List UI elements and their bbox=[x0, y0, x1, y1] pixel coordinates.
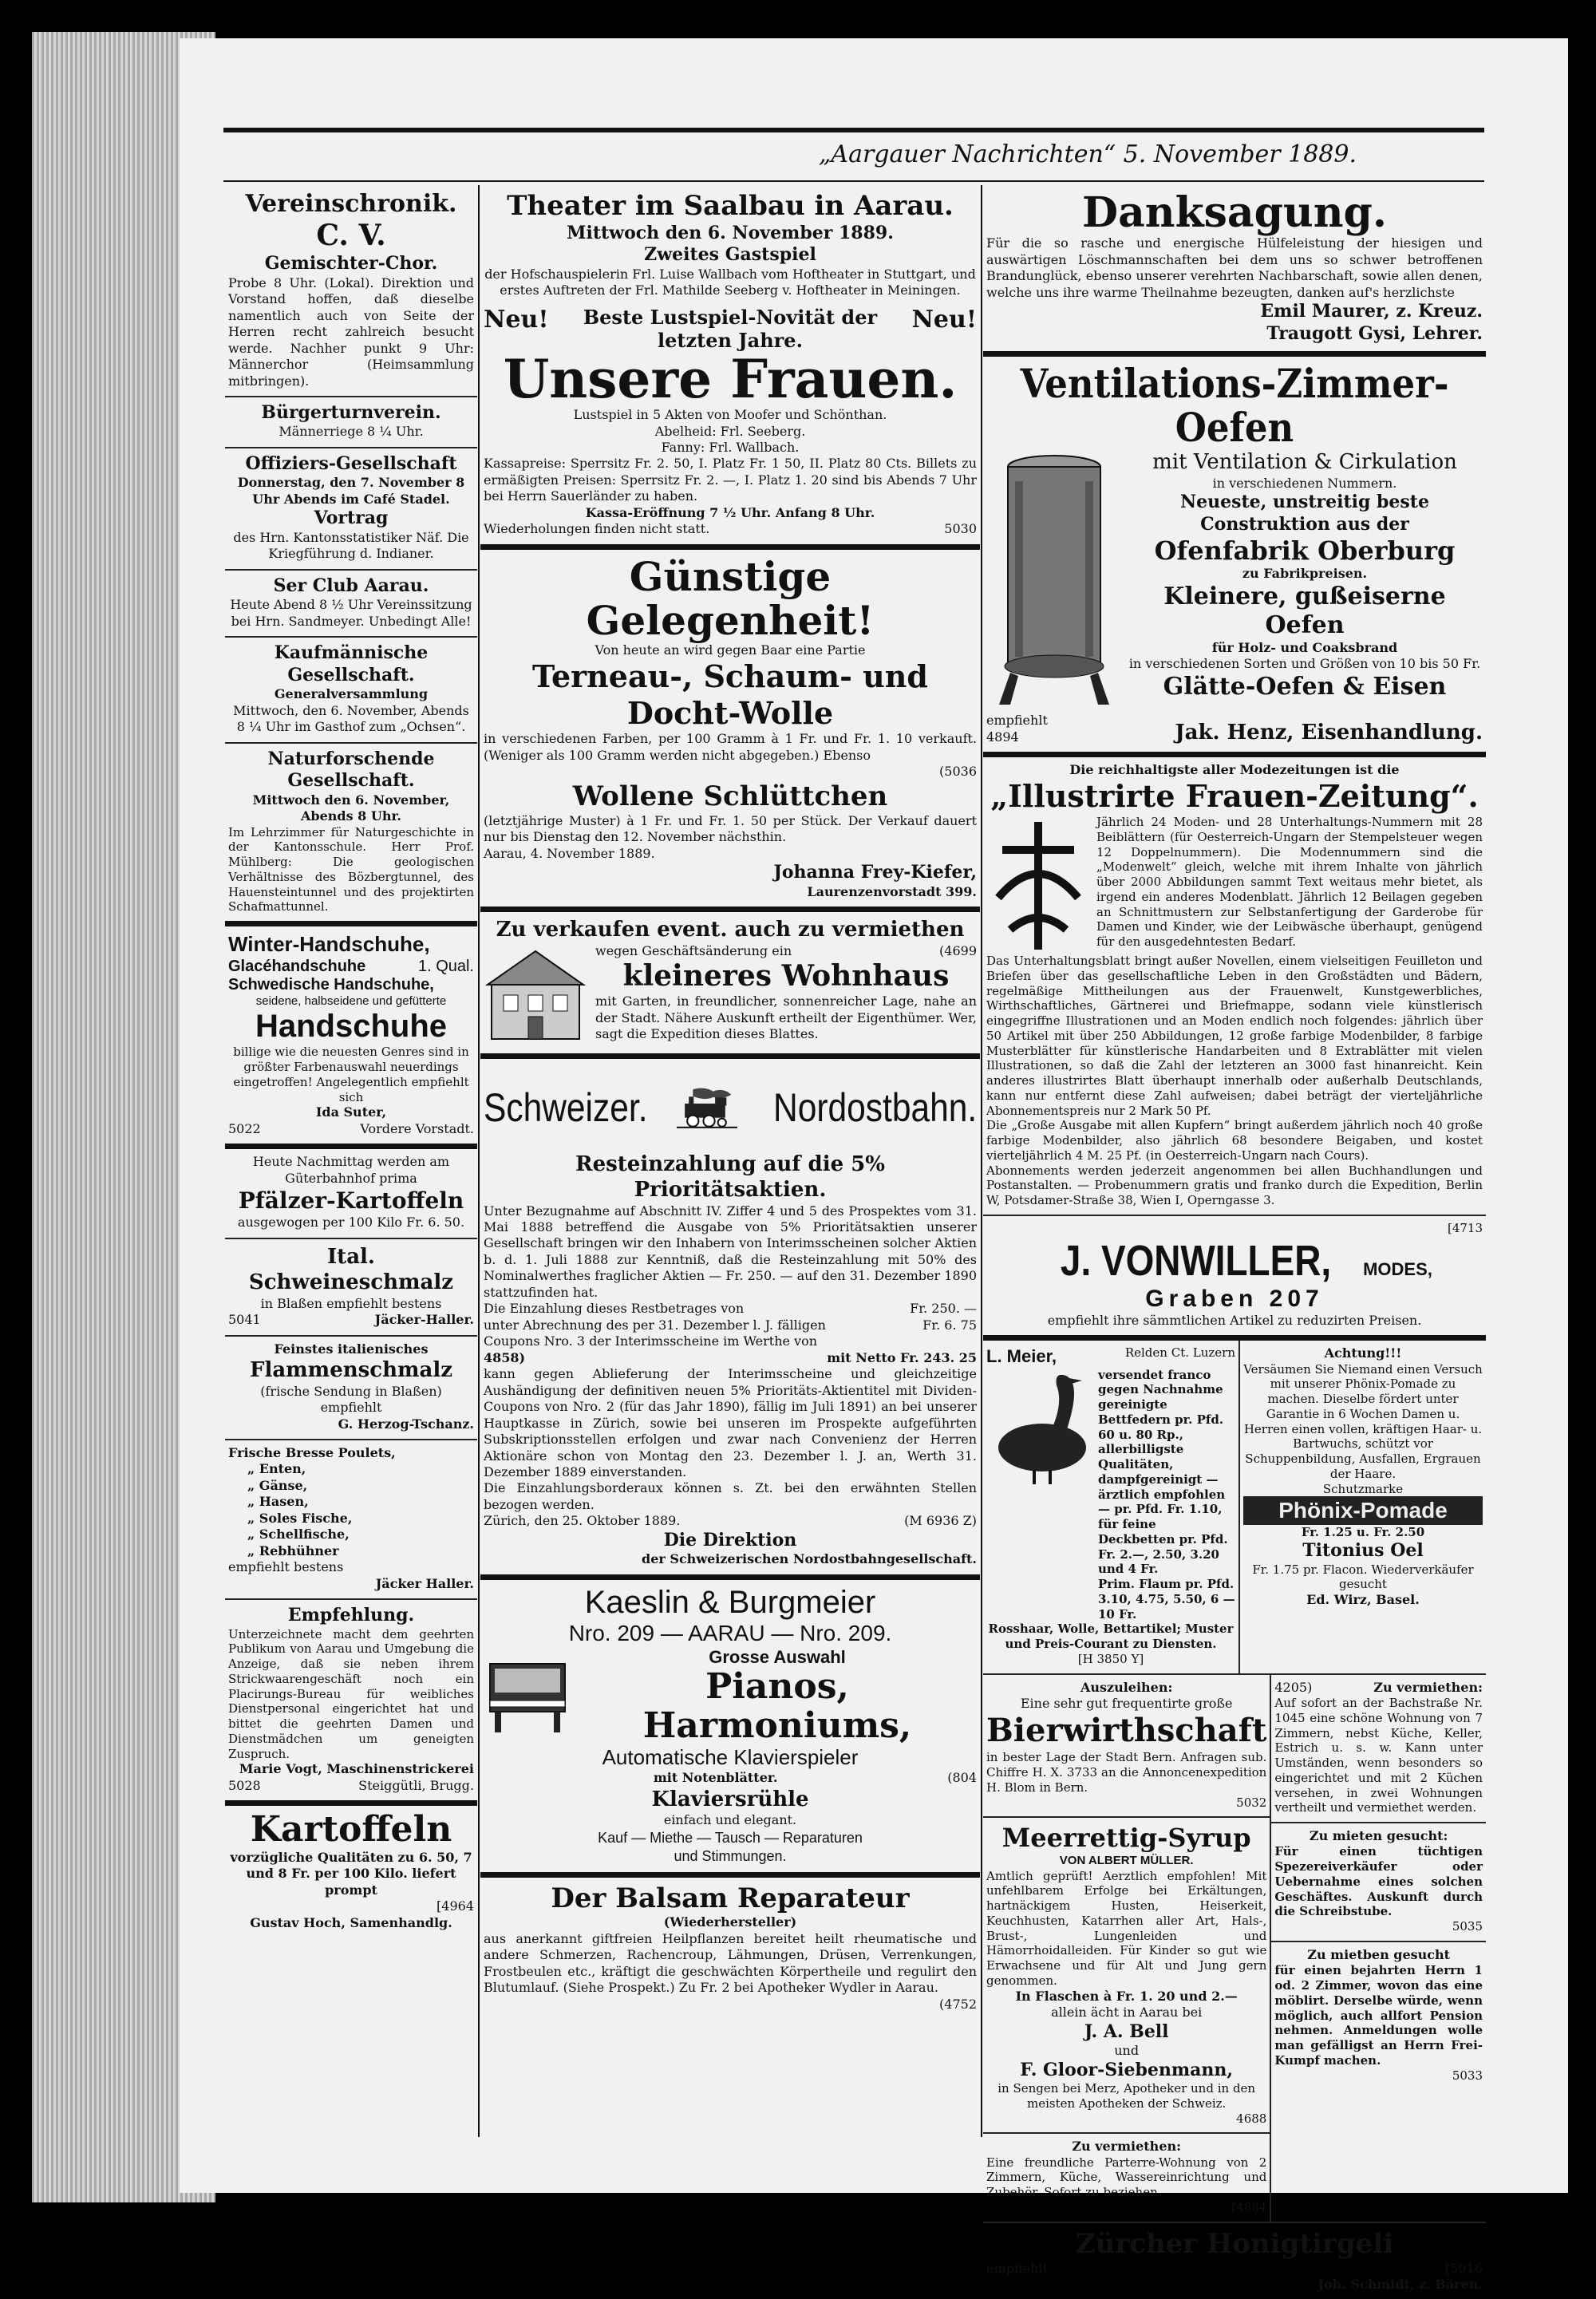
nob-calc2-value: Fr. 6. 75 bbox=[922, 1317, 977, 1333]
oefen-l3: Neueste, unstreitig beste Construktion aus der bbox=[1180, 492, 1429, 535]
meier-side: [H 3850 Y] bbox=[1077, 1651, 1144, 1666]
buergerturn-title: Bürgerturnverein. bbox=[261, 401, 441, 423]
oefen-l1: mit Ventilation & Cirkulation bbox=[1152, 450, 1457, 475]
bier-text1: Eine sehr gut frequentirte große bbox=[1020, 1696, 1233, 1711]
flammenschmalz bbox=[225, 1337, 477, 1440]
wohnhaus-text2: mit Garten, in freundlicher, sonnenreicher Lage, nahe an der Stadt. Nähere Auskunft ertheilt der Eigenthümer. Wer, sagt die Expedition dieses Blattes. bbox=[595, 993, 977, 1042]
dank-text: Für die so rasche und energische Hülfeleistung der hiesigen und auswärtigen Löschmannschaften bei dem uns so schwer betroffenen Brandunglück, ebenso unserer verehrten Nachbarschaft, sowie allen denen, welche uns ihre warme Theilnahme bezeugten, danken auf's herzlichste bbox=[986, 235, 1483, 300]
empfehlung-title: Empfehlung. bbox=[287, 1605, 415, 1626]
handschuhe-line3: Schwedische Handschuhe, bbox=[228, 975, 434, 993]
schweineschmalz bbox=[225, 1239, 477, 1337]
empfehlung-addr: Steiggütli, Brugg. bbox=[358, 1777, 474, 1793]
meier-t4: Rosshaar, Wolle, Bettartikel; Muster und Preis-Courant zu Diensten. bbox=[988, 1622, 1234, 1652]
handschuhe-line4: seidene, halbseidene und gefütterte bbox=[255, 993, 447, 1008]
column-1 bbox=[225, 185, 477, 2137]
meerrettig-text: Amtlich geprüft! Aerztlich empfohlen! Mit unfehlbarem Erfolge bei Erkältungen, hartnäckigem Husten, Heiserkeit, Keuchhusten, Katarrhen aller Art, Hals-, Brust-, Lungenleiden und Hämorrhoidalleiden. Für Kinder so gut wie Erwachsene und für Alt und Jung gern genommen. bbox=[986, 1868, 1267, 1988]
schmalz-title: Ital. Schweineschmalz bbox=[248, 1244, 454, 1295]
gelegenheit-big: Terneau-, Schaum- und Docht-Wolle bbox=[532, 658, 928, 731]
phoenix-warn: Achtung!!! bbox=[1324, 1345, 1402, 1361]
flammen-title: Flammenschmalz bbox=[249, 1358, 453, 1383]
kartoffeln1-price: ausgewogen per 100 Kilo Fr. 6. 50. bbox=[237, 1215, 465, 1230]
piano-illustration bbox=[484, 1656, 571, 1736]
gesucht-num: 5035 bbox=[1452, 1919, 1483, 1934]
theater-title: Theater im Saalbau in Aarau. bbox=[507, 190, 954, 222]
handschuhe-num: 5022 bbox=[228, 1120, 261, 1136]
natur-text2: Im Lehrzimmer für Naturgeschichte in der Kantonsschule. Herr Prof. Mühlberg: Die geologischen Verhältnisse des Bözbergtunnel, des Hauensteintunnel und des projektirten Schafmattunnel. bbox=[228, 824, 474, 914]
verm1-title: Zu vermiethen: bbox=[1373, 1679, 1483, 1695]
locomotive-illustration bbox=[677, 1064, 737, 1151]
kaufm-text: Mittwoch, den 6. November, Abends 8 ¼ Uhr im Gasthof zum „Ochsen“. bbox=[233, 702, 469, 735]
kaufm-title: Kaufmännische Gesellschaft. bbox=[274, 642, 429, 685]
oefen-num: 4894 bbox=[986, 729, 1019, 745]
nob-place: Zürich, den 25. Oktober 1889. bbox=[484, 1513, 681, 1529]
balsam-title: Der Balsam Reparateur bbox=[551, 1882, 910, 1914]
handschuhe-addr: Vordere Vorstadt. bbox=[360, 1120, 474, 1136]
balsam-ad bbox=[480, 1878, 980, 2020]
offiziers-text1: Donnerstag, den 7. November 8 Uhr Abends im Café Stadel. bbox=[237, 475, 465, 507]
kaeslin-addr: Nro. 209 — AARAU — Nro. 209. bbox=[568, 1620, 892, 1645]
flammen-signer: G. Herzog-Tschanz. bbox=[338, 1416, 474, 1432]
gelegenheit-text1: Von heute an wird gegen Baar eine Partie bbox=[595, 642, 866, 658]
poulets-text: empfiehlt bestens bbox=[228, 1559, 344, 1575]
cv-title: C. V. bbox=[316, 219, 386, 252]
theater-prices: Kassapreise: Sperrsitz Fr. 2. 50, I. Platz Fr. 1 50, II. Platz 80 Cts. Billets zu ermäßigten Preisen: Sperrsitz Fr. 2. —, I. Platz 1. 20 sind bis Abends 7 Uhr bei Herrn Sauerländer zu haben. bbox=[484, 456, 977, 504]
stove-illustration bbox=[986, 449, 1122, 713]
cv-sub: Gemischter-Chor. bbox=[264, 253, 438, 275]
poulets-item-5: „ Schellfische, bbox=[247, 1527, 350, 1543]
cv-text: Probe 8 Uhr. (Lokal). Direktion und Vorstand hoffen, daß dieselbe namentlich auch von Seite der Herren recht zahlreich besucht werde. Nachher punkt 9 Uhr: Männerchor (Heimsammlung mitbringen). bbox=[228, 275, 474, 389]
theater-kassa: Kassa-Eröffnung 7 ½ Uhr. Anfang 8 Uhr. bbox=[585, 504, 875, 520]
kaeslin-big: Pianos, Harmoniums, bbox=[642, 1666, 912, 1746]
offiziers-gesellschaft bbox=[225, 448, 477, 571]
vonwiller-modes: MODES, bbox=[1363, 1258, 1432, 1279]
flammen-text: (frische Sendung in Blaßen) empfiehlt bbox=[260, 1383, 442, 1416]
vermiethen-parterre bbox=[983, 2134, 1270, 2221]
kaeslin-line6: und Stimmungen. bbox=[674, 1847, 787, 1864]
theater-cast1: Abelheid: Frl. Seeberg. bbox=[654, 423, 806, 439]
poulets-item-0: Frische Bresse Poulets, bbox=[228, 1445, 396, 1460]
frauen-text3: Die „Große Ausgabe mit allen Kupfern“ bringt außerdem jährlich noch 40 große farbige Modenbilder, also jährlich 68 besondere Beigaben, und kostet vierteljährlich 4 M. 25 Pf. (in Oesterreich-Ungarn nach Cours). bbox=[986, 1118, 1483, 1163]
meier-t3: Prim. Flaum pr. Pfd. 3.10, 4.75, 5.50, 6 — 10 Fr. bbox=[1098, 1577, 1235, 1622]
poulets-item-1: „ Enten, bbox=[247, 1461, 306, 1477]
vermiethen-wohnung bbox=[1271, 1675, 1486, 1823]
kaeslin-line5: Kauf — Miethe — Tausch — Reparaturen bbox=[598, 1829, 863, 1846]
poulets-ad bbox=[225, 1440, 477, 1600]
page-header bbox=[223, 128, 1484, 182]
meerrettig-by: VON ALBERT MÜLLER. bbox=[1059, 1853, 1194, 1867]
meerrettig-num: 4688 bbox=[1236, 2111, 1267, 2126]
handschuhe-line1: Winter-Handschuhe, bbox=[228, 932, 430, 957]
kartoffeln-ad bbox=[225, 1806, 477, 1938]
verm1-num: 4205) bbox=[1274, 1679, 1313, 1695]
kaeslin-num: (804 bbox=[947, 1770, 977, 1786]
theater-neu-mid: Beste Lustspiel-Novität der letzten Jahre. bbox=[583, 305, 878, 352]
oefen-l4: Ofenfabrik Oberburg bbox=[1154, 535, 1456, 567]
dank-title: Danksagung. bbox=[1081, 188, 1388, 237]
handschuhe-signer: Ida Suter, bbox=[315, 1104, 387, 1120]
vereinschronik-title: Vereinschronik. bbox=[245, 190, 457, 218]
nob-calc3-num: 4858) bbox=[484, 1349, 526, 1365]
nob-calc1-label: Die Einzahlung dieses Restbetrages von bbox=[484, 1301, 745, 1317]
oefen-l2: in verschiedenen Nummern. bbox=[1212, 475, 1397, 491]
nob-calc1-value: Fr. 250. — bbox=[910, 1301, 977, 1317]
handschuhe-text: billige wie die neuesten Genres sind in größter Farbenauswahl neuerdings eingetroffen! Angelegentlich empfiehlt sich bbox=[233, 1045, 469, 1104]
frauen-text1: Jährlich 24 Moden- und 28 Unterhaltungs-Nummern mit 28 Beiblättern (für Oesterreich-Ungarn der Stempelsteuer wegen 12 Doppelnummern). Die Modennummern sind die „Modenwelt“ gleich, welche mit ihrem Inhalte von jährlich über 2000 Abbildungen sammt Text weitaus mehr bietet, als irgend ein anderes Modenblatt. Jährlich 12 Beilagen gegeben an Schnittmustern zur Selbstanfertigung der Garderobe für Damen und Kinder, wie der Leibwäsche überhaupt, genügend für den ausgedehntesten Bedarf. bbox=[1096, 815, 1483, 950]
balsam-text: aus anerkannt giftfreien Heilpflanzen bereitet heilt rheumatische und andere Schmerzen, Rachencroup, Lähmungen, Drüsen, Verrenkungen, Frostbeulen etc., kräftigt die geschwächten Körpertheile und regulirt den Blutumlauf. (Siehe Prospekt.) Zu Fr. 2 bei Apotheker Wydler in Aarau. bbox=[484, 1930, 977, 1996]
honig-text: empfiehlt bbox=[986, 2260, 1048, 2276]
danksagung bbox=[983, 185, 1486, 357]
dank-sign2: Traugott Gysi, Lehrer. bbox=[1266, 322, 1483, 344]
frauen-text2: Das Unterhaltungsblatt bringt außer Novellen, einem vielseitigen Feuilleton und Briefen über das gesellschaftliche Leben in den Großstädten und Bädern, regelmäßige Mittheilungen aus der Frauenwelt, Kunstgewerbliches, Wirthschaftliches, Gärtnerei und Briefmappe, sodann viele künstlerisch eingegriffne Illustrationen und an Moden endlich noch folgendes: jährlich über 50 Artikel mit über 250 Abbildungen, 12 große farbige Modenbilder, 8 farbige Musterblätter für künstlerische Handarbeiten und 8 Extrablätter mit vielen Illustrationen, so daß die Zahl der letzteren an 3000 fast hinanreicht. Kein anderes illustrirtes Blatt überhaupt innerhalb oder außerhalb Deutschlands, kann nur entfernt diese Zahl aufweisen; dabei beträgt der vierteljährliche Abonnementspreis nur 2 Mark 50 Pf. bbox=[986, 954, 1483, 1118]
oefen-title: Ventilations-Zimmer-Oefen bbox=[1020, 360, 1449, 452]
nob-text3: Die Einzahlungsborderaux können s. Zt. bei den erwähnten Stellen bezogen werden. bbox=[484, 1480, 977, 1512]
frauen-pre: Die reichhaltigste aller Modezeitungen ist die bbox=[1069, 762, 1400, 777]
bier-title: Bierwirthschaft bbox=[986, 1712, 1267, 1750]
poulets-item-6: „ Rebhühner bbox=[247, 1543, 339, 1558]
meerrettig-t2: allein ächt in Aarau bei bbox=[1051, 2005, 1203, 2021]
duck-illustration bbox=[986, 1368, 1098, 1487]
gesucht-title: Zu mieten gesucht: bbox=[1309, 1828, 1448, 1843]
offiziers-text2: Vortrag bbox=[314, 508, 389, 529]
nob-calc3-label: mit bbox=[827, 1349, 851, 1365]
kartoffeln2-title: Kartoffeln bbox=[250, 1809, 452, 1851]
honig-title: Zürcher Honigtirgeli bbox=[1075, 2227, 1394, 2260]
phoenix-dep: Ed. Wirz, Basel. bbox=[1306, 1592, 1420, 1607]
oefen-l5: zu Fabrikpreisen. bbox=[1242, 566, 1368, 582]
gelegenheit-ad bbox=[480, 550, 980, 912]
frauen-zeitung-ad bbox=[983, 757, 1486, 1216]
wohnhaus-text1: wegen Geschäftsänderung ein bbox=[595, 942, 792, 958]
kaeslin-line3: Klaviersrühle bbox=[651, 1787, 809, 1811]
theater-date: Mittwoch den 6. November 1889. bbox=[567, 222, 894, 243]
handschuhe-line2b: 1. Qual. bbox=[417, 957, 474, 975]
oefen-l6: Kleinere, gußeiserne Oefen bbox=[1163, 582, 1446, 639]
meier-title: L. Meier, bbox=[986, 1346, 1057, 1367]
theater-play-sub: Lustspiel in 5 Akten von Moofer und Schönthan. bbox=[573, 407, 887, 423]
verm1-text: Auf sofort an der Bachstraße Nr. 1045 eine schöne Wohnung von 7 Zimmern, nebst Küche, Keller, Estrich u. s. w. Kann unter Umständen, wenn besonders so eingerichtet und mit 2 Küchen versehen, in zwei Wohnungen vertheilt und vermiethet werden. bbox=[1274, 1696, 1483, 1815]
pfaelzer-kartoffeln bbox=[225, 1149, 477, 1238]
phoenix-price: Fr. 1.25 u. Fr. 2.50 bbox=[1301, 1525, 1425, 1540]
buergerturnverein bbox=[225, 397, 477, 448]
kartoffeln2-num: [4964 bbox=[437, 1898, 474, 1914]
honigtirgeli-ad bbox=[983, 2223, 1486, 2299]
monogram-illustration bbox=[986, 818, 1090, 954]
offiziers-text3: des Hrn. Kantonsstatistiker Näf. Die Kriegführung d. Indianer. bbox=[233, 529, 469, 562]
column-rule-1 bbox=[478, 185, 480, 2137]
oefen-signer: Jak. Henz, Eisenhandlung. bbox=[1175, 720, 1483, 745]
meerrettig-und: und bbox=[1114, 2043, 1140, 2059]
empfehlung-signer: Marie Vogt, Maschinenstrickerei bbox=[239, 1761, 474, 1777]
theater-text: der Hofschauspielerin Frl. Luise Wallbach vom Hoftheater in Stuttgart, und erstes Auftreten der Frl. Mathilde Seeberg v. Hoftheater in Meiningen. bbox=[484, 266, 976, 298]
phoenix-t2: Fr. 1.75 pr. Flacon. Wiederverkäufer gesucht bbox=[1252, 1562, 1474, 1592]
balsam-sub: (Wiederhersteller) bbox=[663, 1914, 797, 1930]
column-rule-2 bbox=[981, 185, 982, 2137]
kaufmaennische-gesellschaft bbox=[225, 638, 477, 743]
nob-calc2-label: unter Abrechnung des per 31. Dezember l. J. fälligen Coupons Nro. 3 der Interimsscheine im Werthe von bbox=[484, 1317, 826, 1349]
gesucht2-num: 5033 bbox=[1452, 2068, 1483, 2083]
mieten-gesucht-1 bbox=[1271, 1823, 1486, 1942]
theater-ad bbox=[480, 185, 980, 550]
verm2-num: [4884 bbox=[1231, 2199, 1267, 2214]
empfehlung-num: 5028 bbox=[228, 1777, 261, 1793]
phoenix-ad bbox=[1240, 1341, 1486, 1673]
poulets-item-3: „ Hasen, bbox=[247, 1494, 309, 1510]
phoenix-text: Versäumen Sie Niemand einen Versuch mit unserer Phönix-Pomade zu machen. Dieselbe fördert unter Garantie in 6 Wochen Damen u. Herren einen vollen, kräftigen Haar- u. Bartwuchs, schützt vor Schuppenbildung, Ausfallen, Ergrauen der Haare. bbox=[1243, 1361, 1483, 1481]
kaeslin-line4: einfach und elegant. bbox=[663, 1812, 797, 1828]
kaeslin-title: Kaeslin & Burgmeier bbox=[584, 1584, 876, 1620]
meerrettig-t3: in Sengen bei Merz, Apotheker und in den meisten Apotheken der Schweiz. bbox=[998, 2081, 1256, 2111]
offiziers-title: Offiziers-Gesellschaft bbox=[245, 452, 457, 474]
vonwiller-text: empfiehlt ihre sämmtlichen Artikel zu reduzirten Preisen. bbox=[1047, 1312, 1422, 1328]
kaufm-sub: Generalversammlung bbox=[274, 686, 429, 702]
nob-sign1: Die Direktion bbox=[663, 1529, 797, 1550]
house-illustration bbox=[484, 943, 587, 1047]
bier-pre: Auszuleihen: bbox=[1080, 1679, 1173, 1695]
verm2-title: Zu vermiethen: bbox=[1072, 2139, 1182, 2155]
oefen-emp: empfiehlt bbox=[986, 713, 1048, 729]
wohnhaus-big: kleineres Wohnhaus bbox=[622, 958, 950, 993]
meerrettig-s1: J. A. Bell bbox=[1084, 2021, 1169, 2042]
column-3 bbox=[983, 185, 1486, 2292]
nob-sign2: der Schweizerischen Nordostbahngesellschaft. bbox=[642, 1551, 977, 1567]
meier-t2: für feine Deckbetten pr. Pfd. Fr. 2.—, 2.50, 3.20 und 4 Fr. bbox=[1098, 1517, 1228, 1577]
ser-club bbox=[225, 571, 477, 638]
handschuhe-ad bbox=[225, 926, 477, 1149]
theater-cast2: Fanny: Frl. Wallbach. bbox=[661, 439, 800, 455]
oefen-ad bbox=[983, 357, 1486, 757]
gelegenheit-signer: Johanna Frey-Kiefer, bbox=[773, 862, 977, 883]
meier-text: versendet franco gegen Nachnahme gereinigte Bettfedern pr. Pfd. 60 u. 80 Rp., allerbilligste Qualitäten, dampfgereinigt — ärztlich empfohlen — pr. Pfd. Fr. 1.10, bbox=[1098, 1367, 1226, 1517]
wohnhaus-title: Zu verkaufen event. auch zu vermiethen bbox=[496, 918, 965, 942]
oefen-l8: in verschiedenen Sorten und Größen von 10 bis 50 Fr. bbox=[1128, 656, 1481, 672]
kartoffeln1-title: Pfälzer-Kartoffeln bbox=[238, 1187, 464, 1215]
schmalz-text: in Blaßen empfiehlt bestens bbox=[260, 1295, 442, 1311]
nordostbahn-ad bbox=[480, 1059, 980, 1580]
balsam-num: (4752 bbox=[939, 1996, 977, 2012]
phoenix-mark: Schutzmarke bbox=[1322, 1481, 1404, 1496]
nob-left: Schweizer. bbox=[484, 1084, 648, 1130]
verm2-text: Eine freundliche Parterre-Wohnung von 2 Zimmern, Küche, Wassereinrichtung und Zubehör. Sofort zu beziehen. bbox=[986, 2155, 1267, 2200]
natur-text1: Mittwoch den 6. November, Abends 8 Uhr. bbox=[252, 792, 450, 824]
empfehlung-ad bbox=[225, 1600, 477, 1806]
kartoffeln2-text: vorzügliche Qualitäten zu 6. 50, 7 und 8 Fr. per 100 Kilo. liefert prompt bbox=[230, 1849, 472, 1898]
gelegenheit-text3: (letztjährige Muster) à 1 Fr. und Fr. 1. 50 per Stück. Der Verkauf dauert nur bis Dienstag den 12. November nächsthin. bbox=[484, 812, 977, 845]
natur-title: Naturforschende Gesellschaft. bbox=[267, 748, 435, 792]
frauen-text4: Abonnements werden jederzeit angenommen bei allen Buchhandlungen und Postanstalten. — Probenummern gratis und franko durch die Expedition, Berlin W, Potsdamer-Straße 38, Wien I, Operngasse 3. bbox=[986, 1163, 1483, 1208]
meier-loc: Relden Ct. Luzern bbox=[1124, 1345, 1235, 1361]
ser-club-text: Heute Abend 8 ½ Uhr Vereinssitzung bei Hrn. Sandmeyer. Unbedingt Alle! bbox=[230, 597, 472, 629]
kaeslin-line1: Automatische Klavierspieler bbox=[602, 1745, 859, 1770]
theater-play: Unsere Frauen. bbox=[503, 347, 958, 410]
kaeslin-sub: Grosse Auswahl bbox=[709, 1646, 846, 1667]
frauen-title: „Illustrirte Frauen-Zeitung“. bbox=[990, 778, 1479, 815]
wohnhaus-ad bbox=[480, 912, 980, 1059]
kaeslin-ad bbox=[480, 1580, 980, 1878]
bier-text2: in bester Lage der Stadt Bern. Anfragen sub. Chiffre H. X. 3733 an die Annoncenexpedition H. Blom in Bern. bbox=[986, 1750, 1267, 1795]
honig-signer: Joh. Schmidt, z. Bären. bbox=[1317, 2277, 1483, 2292]
buergerturn-text: Männerriege 8 ¼ Uhr. bbox=[279, 424, 424, 440]
flammen-pre: Feinstes italienisches bbox=[274, 1341, 429, 1357]
schmalz-signer: Jäcker-Haller. bbox=[374, 1312, 474, 1328]
bierwirthschaft-ad bbox=[983, 1675, 1270, 1819]
nob-calc3-value: Netto Fr. 243. 25 bbox=[855, 1349, 977, 1365]
nob-right: Nordostbahn. bbox=[772, 1084, 977, 1130]
kartoffeln1-text: Heute Nachmittag werden am Güterbahnhof prima bbox=[252, 1154, 450, 1186]
meerrettig-title: Meerrettig-Syrup bbox=[1001, 1823, 1251, 1854]
nob-code: (M 6936 Z) bbox=[904, 1513, 977, 1529]
dank-sign1: Emil Maurer, z. Kreuz. bbox=[1260, 301, 1483, 322]
gesucht-text: Für einen tüchtigen Spezereiverkäufer oder Uebernahme eines solchen Geschäftes. Auskunft durch die Schreibstube. bbox=[1274, 1844, 1483, 1919]
kaeslin-line2: mit Notenblätter. bbox=[653, 1770, 778, 1786]
poulets-signer: Jäcker Haller. bbox=[375, 1575, 474, 1591]
meerrettig-ad bbox=[983, 1818, 1270, 2134]
vonwiller-ad bbox=[983, 1216, 1486, 1341]
theater-neu-right: Neu! bbox=[911, 305, 977, 334]
schmalz-num: 5041 bbox=[228, 1312, 261, 1328]
theater-neu-left: Neu! bbox=[484, 305, 549, 334]
phoenix-name: Phönix-Pomade bbox=[1243, 1496, 1483, 1525]
bier-num: 5032 bbox=[1236, 1795, 1267, 1810]
theater-sub: Zweites Gastspiel bbox=[644, 244, 816, 266]
oefen-l9: Glätte-Oefen & Eisen bbox=[1163, 672, 1447, 701]
vonwiller-num: [4713 bbox=[1447, 1220, 1483, 1235]
handschuhe-line2a: Glacéhandschuhe bbox=[228, 957, 366, 975]
gelegenheit-addr: Laurenzenvorstadt 399. bbox=[807, 883, 977, 899]
vonwiller-addr: Graben 207 bbox=[1145, 1285, 1324, 1312]
column-2 bbox=[480, 185, 980, 2137]
naturforschende-gesellschaft bbox=[225, 744, 477, 926]
vereinschronik bbox=[225, 185, 477, 397]
gelegenheit-num: (5036 bbox=[939, 764, 977, 780]
nob-text1: Unter Bezugnahme auf Abschnitt IV. Ziffer 4 und 5 des Prospektes vom 31. Mai 1888 betreffend die Ausgabe von 5% Prioritätsaktien unserer Gesellschaft bringen wir den Inhabern von Interimsscheinen solcher Aktien b. d. 1. Juli 1888 zur Kenntniß, daß die Resteinzahlung mit 50% des Nominalwerthes fraglicher Aktien — Fr. 250. — auf den 31. Dezember 1890 stattzufinden hat. bbox=[484, 1203, 977, 1300]
gelegenheit-title: Günstige Gelegenheit! bbox=[586, 552, 875, 644]
gesucht2-title: Zu mietben gesucht bbox=[1307, 1946, 1451, 1962]
theater-num: 5030 bbox=[944, 521, 977, 537]
gesucht2-text: für einen bejahrten Herrn 1 od. 2 Zimmer, wovon das eine möblirt. Derselbe würde, wenn möglich, auch allfort Pension nehmen. Anmeldungen wolle man gefälligst an Herrn Frei-Kumpf machen. bbox=[1274, 1963, 1483, 2068]
wohnhaus-num: (4699 bbox=[939, 942, 977, 958]
phoenix-cntr: Titonius Oel bbox=[1302, 1540, 1424, 1561]
gelegenheit-sub: Wollene Schlüttchen bbox=[572, 780, 888, 812]
gelegenheit-place: Aarau, 4. November 1889. bbox=[484, 845, 655, 861]
poulets-item-4: „ Soles Fische, bbox=[247, 1510, 353, 1526]
nob-sub: Resteinzahlung auf die 5% Prioritätsaktien. bbox=[575, 1151, 885, 1203]
theater-wdh: Wiederholungen finden nicht statt. bbox=[484, 521, 710, 537]
vonwiller-name: J. VONWILLER, bbox=[1061, 1236, 1332, 1285]
gelegenheit-text2: in verschiedenen Farben, per 100 Gramm à 1 Fr. und Fr. 1. 10 verkauft. (Weniger als 100 Gramm werden nicht abgegeben.) Ebenso bbox=[484, 731, 977, 763]
kartoffeln2-signer: Gustav Hoch, Samenhandlg. bbox=[250, 1914, 452, 1930]
header-title: „Aargauer Nachrichten“ 5. November 1889. bbox=[818, 140, 1357, 168]
mieten-gesucht-2 bbox=[1271, 1942, 1486, 2089]
meerrettig-s2: F. Gloor-Siebenmann, bbox=[1020, 2059, 1234, 2080]
meerrettig-price: In Flaschen à Fr. 1. 20 und 2.— bbox=[1015, 1988, 1238, 2004]
poulets-item-2: „ Gänse, bbox=[247, 1477, 308, 1493]
meier-ad bbox=[983, 1341, 1240, 1673]
ser-club-title: Ser Club Aarau. bbox=[273, 575, 429, 596]
nob-text2: kann gegen Ablieferung der Interimsscheine und gleichzeitige Aushändigung der definitiven neuen 5% Prioritäts-Aktientitel mit Dividen-Coupons von Nro. 2 (für das Jahr 1890), fällig im Juli 1891) an bei unserer Hauptkasse in Zürich, sowie bei unseren im Prospekte aufgeführten Subskriptionsstellen erfolgen und zwar nach Convenienz der Herren Aktionäre schon von Montag den 23. Dezember l. J. an, Werth 31. Dezember 1889 einverstanden. bbox=[484, 1366, 977, 1480]
handschuhe-big: Handschuhe bbox=[255, 1009, 448, 1045]
honig-num: [5016 bbox=[1445, 2260, 1483, 2276]
empfehlung-text: Unterzeichnete macht dem geehrten Publikum von Aarau und Umgebung die Anzeige, daß sie neben ihrem Strickwaarengeschäft noch ein Placirungs-Bureau für weibliches Dienstpersonal eingerichtet hat und bittet die geehrten Damen und Dienstmädchen um geneigten Zuspruch. bbox=[228, 1626, 474, 1761]
oefen-l7: für Holz- und Coaksbrand bbox=[1211, 639, 1398, 655]
